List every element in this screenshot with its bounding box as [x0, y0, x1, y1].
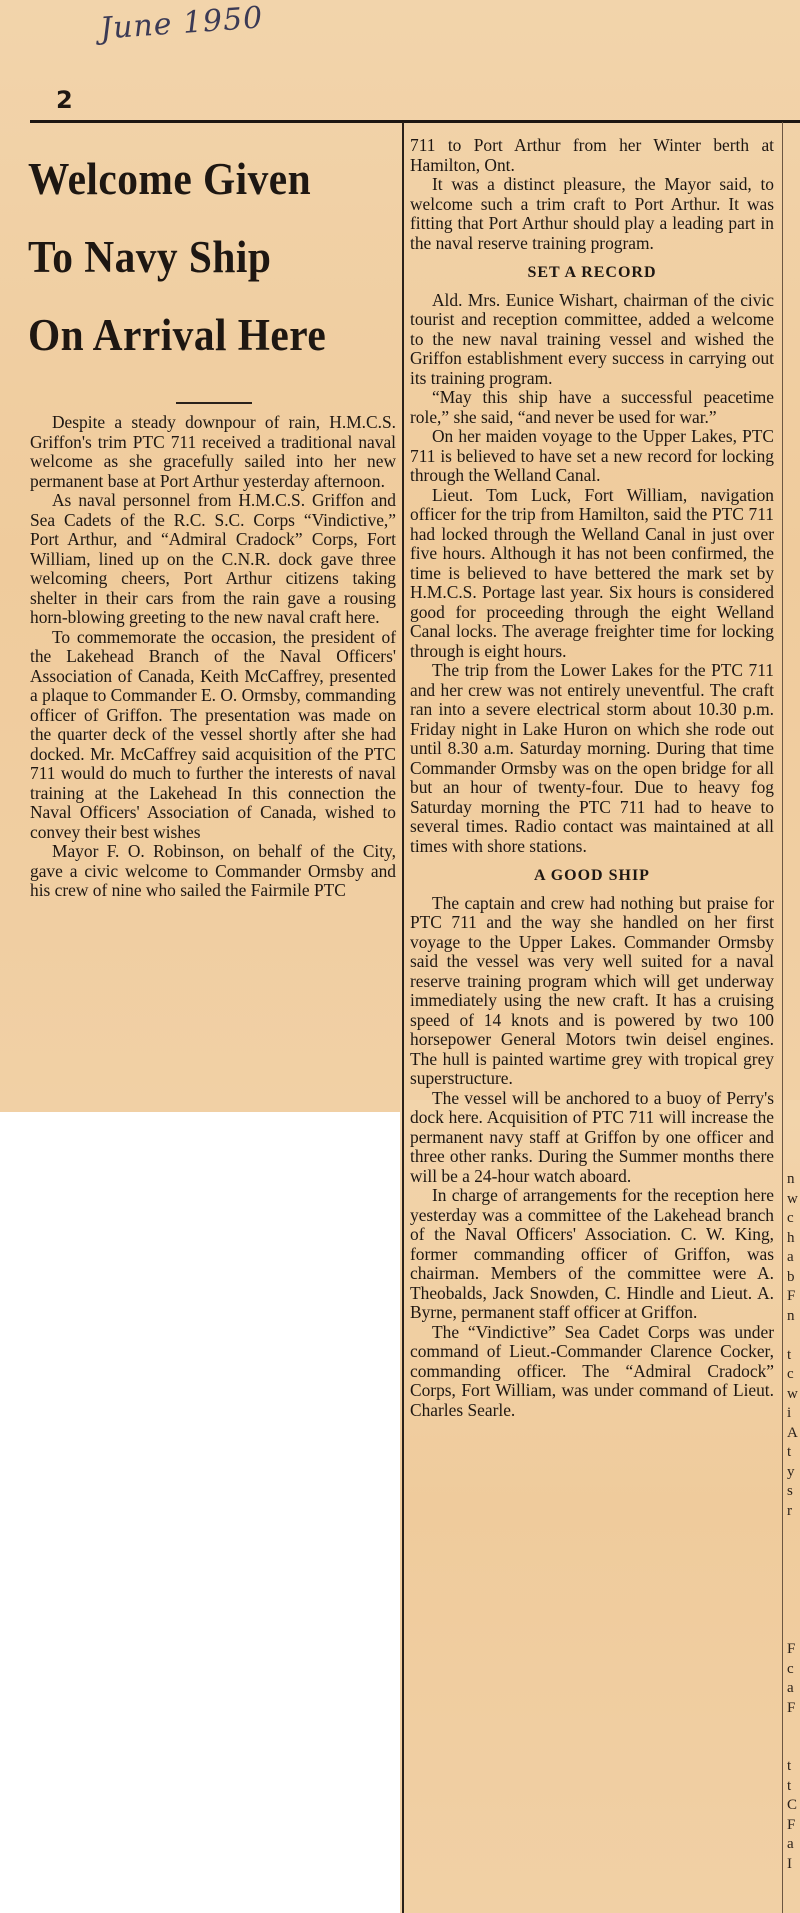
paragraph: Ald. Mrs. Eunice Wishart, chairman of the civic tourist and reception committee, added a welcome to the new naval training vessel and wished the Griffon establishment every success in carrying out its training program.: [410, 289, 774, 388]
page-number: 2: [56, 86, 73, 114]
fragment-letter: c: [787, 1366, 794, 1382]
fragment-letter: [787, 1718, 800, 1738]
paragraph: Lieut. Tom Luck, Fort William, navigation officer for the trip from Hamilton, said the PTC 711 had locked through the Welland Canal in just over five hours. Although it has not been confirmed, the time is believed to have bettered the mark set by H.M.C.S. Portage last year. Six hours is considered good for proceeding through the eight Welland Canal locks. The average freighter time for locking through is eight hours.: [410, 484, 774, 661]
paragraph: To commemorate the occasion, the president of the Lakehead Branch of the Naval Officers' Association of Canada, Keith McCaffrey, presented a plaque to Commander E. O. Ormsby, commanding officer of Griffon. The presentation was made on the quarter deck of the vessel shortly after she had docked. Mr. McCaffrey said acquisition of the PTC 711 would do much to further the interests of naval training at the Lakehead In this connection the Naval Officers' Association of Canada, wished to convey their best wishes: [30, 626, 396, 842]
fragment-letter: c: [787, 1660, 794, 1677]
fragment-letter: n: [787, 1171, 795, 1187]
fragment-letter: F: [787, 1288, 796, 1304]
fragment-letter: a: [787, 1680, 794, 1696]
paragraph: It was a distinct pleasure, the Mayor said, to welcome such a trim craft to Port Arthur. It was fitting that Port Arthur should play a leading part in the naval reserve training program.: [410, 174, 774, 253]
fragment-letter: y: [787, 1463, 795, 1480]
fragment-letter: [787, 1738, 800, 1758]
paragraph: The “Vindictive” Sea Cadet Corps was under command of Lieut.-Commander Clarence Cocker, commanding officer. The “Admiral Cradock” Corps, Fort William, was under command of Lieut. Charles Searle.: [410, 1321, 774, 1420]
fragment-letter: A: [787, 1424, 798, 1441]
paragraph-continuation: 711 to Port Arthur from her Winter berth at Hamilton, Ont.: [410, 135, 774, 175]
headline-dash: [176, 402, 252, 404]
paragraph: The captain and crew had nothing but praise for PTC 711 and the way she handled on her first voyage to the Upper Lakes. Commander Ormsby said the vessel was very well suited for a naval reserve training program which will get underway immediately using the new craft. It has a cruising speed of 14 knots and is powered by two 100 horsepower General Motors twin deisel engines. The hull is painted wartime grey with tropical grey superstructure.: [410, 892, 774, 1088]
top-rule: [30, 120, 800, 123]
fragment-letter: F: [787, 1641, 796, 1657]
paragraph: Mayor F. O. Robinson, on behalf of the City, gave a civic welcome to Commander Ormsby and his crew of nine who sailed the Fairmile PTC: [30, 841, 396, 900]
fragment-letter: r: [787, 1502, 792, 1519]
fragment-letter: a: [787, 1836, 794, 1852]
paragraph: “May this ship have a successful peacetime role,” she said, “and never be used for war.”: [410, 387, 774, 427]
adjacent-column-fragment: [787, 1640, 800, 1880]
fragment-letter: n: [787, 1307, 795, 1324]
handwritten-date: June 1950: [98, 0, 265, 47]
fragment-letter: t: [787, 1758, 792, 1774]
fragment-letter: b: [787, 1268, 795, 1285]
fragment-letter: w: [787, 1385, 798, 1402]
fragment-letter: s: [787, 1483, 793, 1499]
paragraph: The vessel will be anchored to a buoy of Perry's dock here. Acquisition of PTC 711 will increase the permanent navy staff at Griffon by one officer and three other ranks. During the Summer months there will be a 24-hour watch aboard.: [410, 1087, 774, 1186]
headline-line-3: On Arrival Here: [28, 310, 327, 360]
headline-line-1: Welcome Given: [28, 154, 312, 204]
headline-line-2: To Navy Ship: [28, 232, 272, 282]
fragment-letter: F: [787, 1699, 796, 1716]
fragment-letter: [787, 1326, 800, 1346]
fragment-letter: h: [787, 1229, 795, 1246]
paragraph: On her maiden voyage to the Upper Lakes, PTC 711 is believed to have set a new record for locking through the Welland Canal.: [410, 426, 774, 485]
fragment-letter: c: [787, 1210, 794, 1226]
adjacent-column-fragment: [787, 1170, 800, 1530]
fragment-letter: F: [787, 1816, 796, 1833]
headline: [28, 140, 398, 374]
fragment-letter: C: [787, 1797, 798, 1813]
fragment-letter: w: [787, 1190, 798, 1207]
column-rule: [402, 122, 404, 1913]
fragment-letter: [787, 1874, 800, 1880]
fragment-letter: a: [787, 1249, 794, 1265]
fragment-letter: I: [787, 1855, 792, 1872]
left-column: [30, 413, 396, 901]
subhead-a-good-ship: A GOOD SHIP: [534, 867, 650, 884]
fragment-letter: i: [787, 1405, 792, 1421]
fragment-letter: t: [787, 1346, 792, 1363]
paragraph: The trip from the Lower Lakes for the PTC 711 and her crew was not entirely uneventful. The craft ran into a severe electrical storm about 10.30 p.m. Friday night in Lake Huron on which she rode out until 8.30 a.m. Saturday morning. During that time Commander Ormsby was on the open bridge for all but an hour of twenty-four. Due to heavy fog Saturday morning the PTC 711 had to heave to several times. Radio contact was maintained at all times with shore stations.: [410, 660, 774, 856]
right-column: [410, 136, 774, 1420]
paragraph: In charge of arrangements for the reception here yesterday was a committee of the Lakehead branch of the Naval Officers' Association. C. W. King, former commanding officer of Griffon, was chairman. Members of the committee were A. Theobalds, Jack Snowden, C. Hindle and Lieut. A. Byrne, permanent staff officer at Griffon.: [410, 1185, 774, 1322]
paragraph: Despite a steady downpour of rain, H.M.C.S. Griffon's trim PTC 711 received a traditional naval welcome as she gracefully sailed into her new permanent base at Port Arthur yesterday afternoon.: [30, 412, 396, 491]
subhead-set-a-record: SET A RECORD: [527, 264, 657, 281]
paragraph: As naval personnel from H.M.C.S. Griffon and Sea Cadets of the R.C. S.C. Corps “Vindictive,” Port Arthur, and “Admiral Cradock” Corps, Fort William, lined up on the C.N.R. dock gave three welcoming cheers, Port Arthur citizens taking shelter in their cars from the rain gave a rousing horn-blowing greeting to the new naval craft here.: [30, 490, 396, 627]
fragment-letter: t: [787, 1444, 792, 1460]
column-rule-right: [782, 122, 783, 1913]
fragment-letter: t: [787, 1777, 792, 1794]
